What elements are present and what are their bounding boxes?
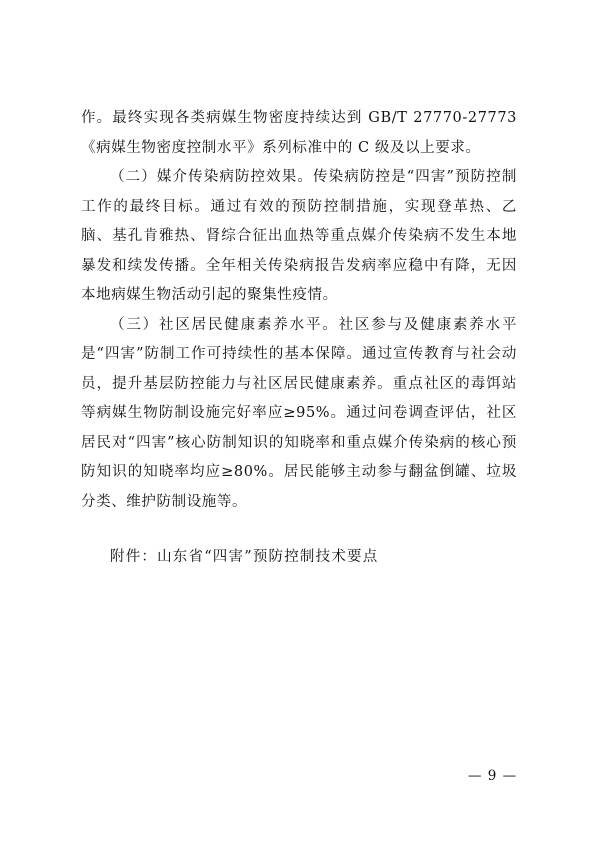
- body-text: [81, 104, 517, 517]
- paragraph-community-health-literacy: （三）社区居民健康素养水平。社区参与及健康素养水平是“四害”防制工作可持续性的基本保障。通过宣传教育与社会动员，提升基层防控能力与社区居民健康素养。重点社区的毒饵站等病媒生物防制设施完好率应≥95%。通过问卷调查评估，社区居民对“四害”核心防制知识的知晓率和重点媒介传染病的核心预防知识的知晓率均应≥80%。居民能够主动参与翻盆倒罐、垃圾分类、维护防制设施等。: [81, 316, 517, 510]
- attachment-line: 附件：山东省“四害”预防控制技术要点: [110, 549, 379, 565]
- paragraph-vector-disease-control: （二）媒介传染病防控效果。传染病防控是“四害”预防控制工作的最终目标。通过有效的预防控制措施，实现登革热、乙脑、基孔肯雅热、肾综合征出血热等重点媒介传染病不发生本地暴发和续发传播。全年相关传染病报告发病率应稳中有降，无因本地病媒生物活动引起的聚集性疫情。: [81, 169, 517, 303]
- paragraph-continuation: 作。最终实现各类病媒生物密度持续达到 GB/T 27770-27773《病媒生物密度控制水平》系列标准中的 C 级及以上要求。: [81, 110, 517, 156]
- page-number: — 9 —: [468, 768, 518, 784]
